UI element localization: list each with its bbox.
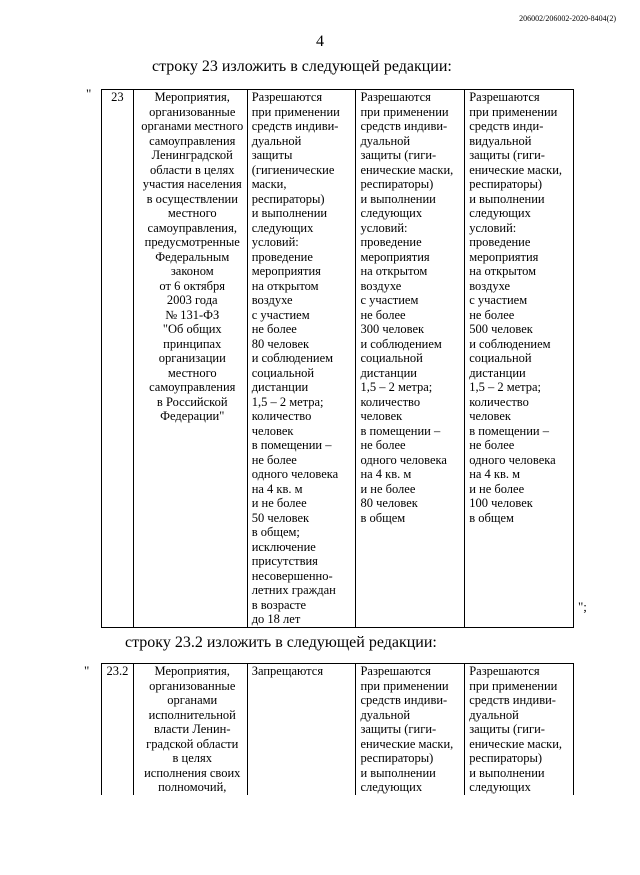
cell-text-line: проведение [251, 249, 313, 264]
cell-text-line: Мероприятия, [154, 90, 230, 104]
cell-text-line: организованные [149, 678, 236, 693]
cell-text-line: Разрешаются [251, 90, 323, 104]
row-number-cell: 23 [102, 90, 134, 628]
cell-text-line: местного [167, 206, 217, 220]
cell-text-line: и соблюдением [251, 351, 334, 365]
condition-cell-3 [465, 664, 574, 796]
cell-text-line: Ленинградской [151, 148, 233, 162]
cell-text-line: 2003 года [166, 293, 218, 307]
cell-text-line: енические маски, [360, 736, 454, 751]
cell-text-line: участия населения [142, 177, 242, 191]
cell-text-line: енические маски, [360, 162, 454, 177]
cell-text-line: респираторы) [360, 177, 434, 191]
cell-text-line: 1,5 – 2 метра; [469, 380, 542, 394]
cell-text-line: органами местного [141, 119, 244, 133]
cell-text-line: защиты (гиги- [469, 722, 545, 736]
cell-text-line: при применении [360, 104, 449, 119]
cell-text-line: защиты (гиги- [360, 148, 437, 162]
cell-text-line: 1,5 – 2 метра; [360, 380, 433, 394]
cell-text-line: при применении [469, 678, 558, 693]
cell-text-line: несовершенно- [251, 568, 333, 583]
cell-text-line: самоуправления, [147, 220, 237, 235]
cell-text-line: респираторы) [360, 751, 434, 765]
cell-text-line: дуальной [251, 133, 302, 148]
cell-text-line: мероприятия [360, 249, 430, 264]
cell-text-line: в Российской [156, 394, 228, 409]
cell-text-line: средств индиви- [469, 693, 556, 707]
cell-text-line: не более [360, 307, 406, 322]
cell-text-line: Разрешаются [469, 90, 540, 104]
cell-text-line: с участием [469, 293, 528, 307]
cell-text-line: при применении [360, 678, 449, 693]
cell-text-line: на открытом [360, 264, 428, 278]
cell-text-line: исключение [251, 539, 316, 554]
cell-text-line: организованные [149, 104, 236, 119]
cell-text-line: не более [251, 452, 297, 467]
cell-text-line: человек [251, 423, 294, 438]
row-number-cell: 23.2 [102, 664, 134, 796]
cell-text-line: на 4 кв. м [360, 467, 412, 481]
cell-text-line: защиты [251, 148, 293, 162]
cell-text-line: количество [360, 394, 421, 409]
cell-text-line: не более [469, 438, 515, 452]
cell-text-line: 100 человек [469, 496, 533, 510]
cell-text-line: не более [360, 438, 406, 452]
cell-text-line: № 131-ФЗ [165, 307, 220, 322]
cell-text-line: от 6 октября [159, 278, 226, 293]
cell-text-line: 80 человек [360, 496, 418, 510]
condition-cell-1 [247, 664, 356, 796]
cell-text-line: воздухе [469, 278, 511, 293]
cell-text-line: и выполнении [469, 765, 545, 780]
instruction-row-23: строку 23 изложить в следующей редакции: [152, 58, 452, 75]
cell-text-line: проведение [469, 235, 531, 249]
cell-text-line: дуальной [360, 707, 411, 722]
cell-text-line: респираторы) [469, 177, 543, 191]
table-row-23 [101, 89, 574, 628]
instruction-row-23-2: строку 23.2 изложить в следующей редакции: [125, 634, 437, 651]
cell-text-line: респираторы) [251, 191, 325, 206]
cell-text-line: Федеральным [155, 249, 230, 264]
cell-text-line: 300 человек [360, 322, 425, 336]
cell-text-line: Разрешаются [469, 664, 540, 678]
cell-text-line: енические маски, [469, 736, 563, 751]
cell-text-line: присутствия [251, 554, 318, 568]
table-row [102, 664, 574, 796]
cell-text-line: Разрешаются [360, 90, 431, 104]
closing-quote: "; [578, 599, 587, 614]
cell-text-line: количество [251, 409, 312, 423]
cell-text-line: следующих [251, 220, 314, 235]
cell-text-line: и выполнении [360, 765, 436, 780]
cell-text-line: органами [167, 693, 218, 707]
cell-text-line: исполнения своих [144, 765, 241, 780]
cell-text-line: воздухе [360, 278, 402, 293]
cell-text-line: Запрещаются [251, 664, 324, 678]
cell-text-line: летних граждан [251, 583, 336, 597]
cell-text-line: маски, [251, 177, 287, 191]
cell-text-line: на 4 кв. м [251, 481, 303, 496]
cell-text-line: в возрасте [251, 597, 307, 612]
cell-text-line: одного человека [251, 467, 339, 481]
cell-text-line: дистанции [251, 380, 309, 394]
page-number: 4 [316, 33, 324, 50]
cell-text-line: защиты (гиги- [469, 148, 545, 162]
cell-text-line: принципах [163, 336, 222, 351]
cell-text-line: защиты (гиги- [360, 722, 437, 736]
cell-text-line: при применении [469, 104, 558, 119]
opening-quote: " [86, 86, 92, 101]
cell-text-line: предусмотренные [144, 235, 240, 249]
cell-text-line: с участием [251, 307, 310, 322]
cell-text-line: градской области [146, 736, 239, 751]
cell-text-line: и выполнении [469, 191, 545, 206]
cell-text-line: 500 человек [469, 322, 533, 336]
condition-cell-2 [356, 664, 465, 796]
cell-text-line: исполнительной [148, 707, 236, 722]
cell-text-line: средств индиви- [360, 119, 448, 133]
cell-text-line: условий: [469, 220, 517, 235]
cell-text-line: воздухе [251, 293, 293, 307]
cell-text-line: социальной [360, 351, 423, 365]
document-id: 206002/206002-2020-8404(2) [519, 14, 616, 23]
cell-text-line: Федерации" [160, 409, 225, 423]
cell-text-line: следующих [360, 780, 423, 794]
cell-text-line: дистанции [469, 365, 526, 380]
cell-text-line: респираторы) [469, 751, 543, 765]
cell-text-line: дуальной [469, 707, 519, 722]
cell-text-line: средств индиви- [360, 693, 448, 707]
cell-text-line: в общем [360, 510, 406, 525]
cell-text-line: на открытом [469, 264, 537, 278]
table-row-23-2 [101, 663, 574, 795]
condition-cell-1 [247, 90, 356, 628]
cell-text-line: мероприятия [251, 264, 321, 278]
cell-text-line: и выполнении [251, 206, 328, 220]
cell-text-line: в целях [172, 751, 212, 765]
cell-text-line: на открытом [251, 278, 319, 293]
cell-text-line: человек [360, 409, 403, 423]
cell-text-line: условий: [360, 220, 408, 235]
cell-text-line: самоуправления [149, 133, 236, 148]
cell-text-line: следующих [469, 206, 531, 220]
cell-text-line: количество [469, 394, 529, 409]
cell-text-line: Разрешаются [360, 664, 431, 678]
cell-text-line: законом [170, 264, 214, 278]
cell-text-line: не более [251, 322, 297, 336]
cell-text-line: с участием [360, 293, 419, 307]
cell-text-line: следующих [360, 206, 423, 220]
cell-text-line: (гигиенические [251, 162, 335, 177]
cell-text-line: 50 человек [251, 510, 310, 525]
event-description-cell [133, 90, 247, 628]
table-row [102, 90, 574, 628]
cell-text-line: условий: [251, 235, 299, 249]
cell-text-line: в помещении – [360, 423, 441, 438]
cell-text-line: "Об общих [162, 322, 222, 336]
cell-text-line: области в целях [150, 162, 235, 177]
cell-text-line: енические маски, [469, 162, 563, 177]
cell-text-line: средств инди- [469, 119, 544, 133]
cell-text-line: мероприятия [469, 249, 539, 264]
cell-text-line: организации [158, 351, 226, 365]
cell-text-line: власти Ленин- [153, 722, 231, 736]
opening-quote-2: " [84, 663, 90, 678]
cell-text-line: и не более [469, 481, 525, 496]
cell-text-line: при применении [251, 104, 340, 119]
cell-text-line: Мероприятия, [154, 664, 230, 678]
cell-text-line: человек [469, 409, 511, 423]
cell-text-line: на 4 кв. м [469, 467, 521, 481]
cell-text-line: в помещении – [469, 423, 549, 438]
cell-text-line: не более [469, 307, 515, 322]
cell-text-line: проведение [360, 235, 422, 249]
cell-text-line: и выполнении [360, 191, 436, 206]
cell-text-line: дуальной [360, 133, 411, 148]
cell-text-line: социальной [469, 351, 532, 365]
cell-text-line: в помещении – [251, 438, 332, 452]
cell-text-line: местного [167, 365, 217, 380]
cell-text-line: и не более [251, 496, 307, 510]
cell-text-line: и соблюдением [360, 336, 442, 351]
cell-text-line: в общем; [251, 525, 300, 539]
cell-text-line: и соблюдением [469, 336, 551, 351]
cell-text-line: одного человека [469, 452, 556, 467]
condition-cell-3 [465, 90, 574, 628]
cell-text-line: самоуправления [149, 380, 236, 394]
cell-text-line: видуальной [469, 133, 532, 148]
cell-text-line: до 18 лет [251, 612, 301, 626]
cell-text-line: одного человека [360, 452, 447, 467]
cell-text-line: 1,5 – 2 метра; [251, 394, 324, 409]
cell-text-line: дистанции [360, 365, 417, 380]
cell-text-line: средств индиви- [251, 119, 339, 133]
cell-text-line: полномочий, [158, 780, 227, 794]
condition-cell-2 [356, 90, 465, 628]
cell-text-line: 80 человек [251, 336, 310, 351]
cell-text-line: и не более [360, 481, 416, 496]
cell-text-line: социальной [251, 365, 315, 380]
event-description-cell [133, 664, 247, 796]
cell-text-line: в общем [469, 510, 514, 525]
cell-text-line: следующих [469, 780, 531, 794]
cell-text-line: в осуществлении [146, 191, 238, 206]
